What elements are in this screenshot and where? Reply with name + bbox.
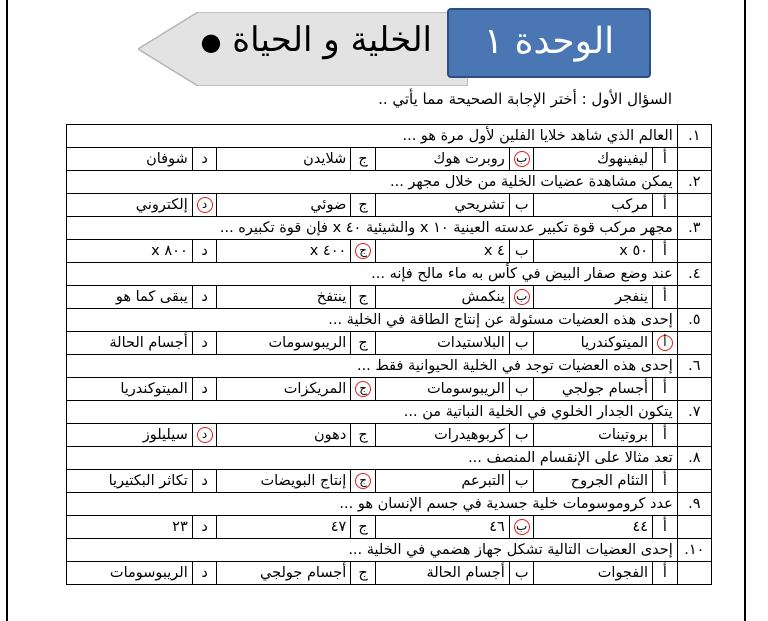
option-text[interactable]: مركب — [534, 194, 653, 217]
question-text: إحدى هذه العضيات توجد في الخلية الحيوانية فقط ... — [67, 355, 678, 378]
option-letter — [351, 240, 376, 263]
options-row — [67, 148, 712, 171]
question-row — [67, 217, 712, 240]
option-text[interactable]: ٤٦ — [375, 516, 509, 539]
selected-answer-circle: د — [197, 197, 213, 213]
spacer-cell — [677, 562, 711, 585]
option-text[interactable]: تكاثر البكتيريا — [67, 470, 193, 493]
unit-title: الخلية و الحياة ● — [200, 20, 432, 60]
selected-answer-circle: ب — [514, 289, 530, 305]
option-text[interactable]: ضوئي — [217, 194, 351, 217]
option-text[interactable]: الريبوسومات — [67, 562, 193, 585]
option-letter: ج — [351, 424, 376, 447]
option-letter: د — [192, 332, 217, 355]
option-text[interactable]: تشريحي — [375, 194, 509, 217]
option-text[interactable]: أجسام جولجي — [534, 378, 653, 401]
question-number: ٣. — [677, 217, 711, 240]
option-letter — [509, 148, 534, 171]
option-text[interactable]: أجسام الحالة — [67, 332, 193, 355]
selected-answer-circle: أ — [657, 335, 673, 351]
options-row — [67, 332, 712, 355]
question-row — [67, 309, 712, 332]
option-letter: ج — [351, 194, 376, 217]
question-number: ١٠. — [677, 539, 711, 562]
option-letter: د — [192, 286, 217, 309]
option-letter: أ — [653, 194, 678, 217]
option-text[interactable]: ينفجر — [534, 286, 653, 309]
selected-answer-circle: ج — [355, 381, 371, 397]
spacer-cell — [677, 424, 711, 447]
option-letter: أ — [653, 516, 678, 539]
option-letter: أ — [653, 286, 678, 309]
spacer-cell — [677, 516, 711, 539]
question-number: ٨. — [677, 447, 711, 470]
option-letter: ب — [509, 332, 534, 355]
option-letter: د — [192, 516, 217, 539]
unit-badge: الوحدة ١ — [447, 8, 651, 78]
question-number: ٤. — [677, 263, 711, 286]
option-letter: أ — [653, 240, 678, 263]
option-letter — [192, 194, 217, 217]
option-letter: ج — [351, 562, 376, 585]
option-text[interactable]: الريبوسومات — [375, 378, 509, 401]
option-letter — [351, 470, 376, 493]
option-text[interactable]: الفجوات — [534, 562, 653, 585]
option-text[interactable]: التبرعم — [375, 470, 509, 493]
question-number: ١. — [677, 125, 711, 148]
options-row — [67, 240, 712, 263]
question-row — [67, 539, 712, 562]
options-row — [67, 378, 712, 401]
question-text: يتكون الجدار الخلوي في الخلية النباتية من ... — [67, 401, 678, 424]
option-letter: ج — [351, 332, 376, 355]
option-text[interactable]: ٤ x — [375, 240, 509, 263]
option-text[interactable]: البلاستيدات — [375, 332, 509, 355]
option-text[interactable]: ٢٣ — [67, 516, 193, 539]
spacer-cell — [677, 286, 711, 309]
option-letter: د — [192, 148, 217, 171]
options-row — [67, 424, 712, 447]
option-text[interactable]: شلايدن — [217, 148, 351, 171]
question-text: عند وضع صفار البيض في كأس به ماء مالح فإنه ... — [67, 263, 678, 286]
option-letter: د — [192, 470, 217, 493]
question-row — [67, 355, 712, 378]
spacer-cell — [677, 332, 711, 355]
bullet-icon: ● — [200, 28, 222, 56]
option-text[interactable]: شوفان — [67, 148, 193, 171]
option-text[interactable]: ليفينهوك — [534, 148, 653, 171]
spacer-cell — [677, 240, 711, 263]
option-text[interactable]: الميتوكندريا — [67, 378, 193, 401]
question-number: ٧. — [677, 401, 711, 424]
question-row — [67, 493, 712, 516]
option-text[interactable]: ٤٠٠ x — [217, 240, 351, 263]
option-text[interactable]: ٥٠ x — [534, 240, 653, 263]
option-letter: أ — [653, 562, 678, 585]
option-text[interactable]: إنتاج البويضات — [217, 470, 351, 493]
question-text: العالم الذي شاهد خلايا الفلين لأول مرة هو ... — [67, 125, 678, 148]
question-heading: السؤال الأول : أختر الإجابة الصحيحة مما يأتي .. — [378, 90, 672, 108]
option-letter: د — [192, 378, 217, 401]
option-letter: ب — [509, 240, 534, 263]
question-number: ٩. — [677, 493, 711, 516]
page-border-left — [6, 0, 8, 621]
question-text: عدد كروموسومات خلية جسدية في جسم الإنسان هو ... — [67, 493, 678, 516]
question-row — [67, 447, 712, 470]
question-text: إحدى العضيات التالية تشكل جهاز هضمي في الخلية ... — [67, 539, 678, 562]
selected-answer-circle: ب — [514, 519, 530, 535]
selected-answer-circle: ج — [355, 473, 371, 489]
question-row — [67, 263, 712, 286]
selected-answer-circle: ج — [355, 243, 371, 259]
option-letter: أ — [653, 470, 678, 493]
spacer-cell — [677, 378, 711, 401]
options-row — [67, 470, 712, 493]
options-row — [67, 286, 712, 309]
question-number: ٦. — [677, 355, 711, 378]
option-text[interactable]: ٨٠٠ x — [67, 240, 193, 263]
option-letter: ج — [351, 148, 376, 171]
question-number: ٥. — [677, 309, 711, 332]
option-letter — [351, 378, 376, 401]
selected-answer-circle: ب — [514, 151, 530, 167]
option-letter: ج — [351, 286, 376, 309]
option-text[interactable]: ينتفخ — [217, 286, 351, 309]
option-letter: ب — [509, 194, 534, 217]
option-letter: ب — [509, 562, 534, 585]
spacer-cell — [677, 194, 711, 217]
option-letter: ب — [509, 378, 534, 401]
option-text[interactable]: روبرت هوك — [375, 148, 509, 171]
question-text: إحدى هذه العضيات مسئولة عن إنتاج الطاقة في الخلية ... — [67, 309, 678, 332]
question-row — [67, 171, 712, 194]
option-letter — [509, 516, 534, 539]
option-text[interactable]: سيليلوز — [67, 424, 193, 447]
option-text[interactable]: ٤٧ — [217, 516, 351, 539]
options-row — [67, 562, 712, 585]
questions-table — [66, 124, 712, 585]
option-text[interactable]: ٤٤ — [534, 516, 653, 539]
option-text[interactable]: الميتوكندريا — [534, 332, 653, 355]
spacer-cell — [677, 470, 711, 493]
option-letter: أ — [653, 424, 678, 447]
question-row — [67, 125, 712, 148]
option-text[interactable]: بروتينات — [534, 424, 653, 447]
option-letter: ب — [509, 424, 534, 447]
question-text: مجهر مركب قوة تكبير عدسته العينية ١٠ x والشيئية ٤٠ x فإن قوة تكبيره ... — [67, 217, 678, 240]
option-text[interactable]: المريكزات — [217, 378, 351, 401]
selected-answer-circle: د — [197, 427, 213, 443]
option-letter: أ — [653, 148, 678, 171]
option-letter: د — [192, 562, 217, 585]
question-row — [67, 401, 712, 424]
option-text[interactable]: يبقى كما هو — [67, 286, 193, 309]
question-number: ٢. — [677, 171, 711, 194]
option-text[interactable]: ينكمش — [375, 286, 509, 309]
options-row — [67, 516, 712, 539]
page-border-right — [744, 0, 746, 621]
option-letter: أ — [653, 378, 678, 401]
option-letter — [192, 424, 217, 447]
option-letter — [509, 286, 534, 309]
spacer-cell — [677, 148, 711, 171]
option-letter: ج — [351, 516, 376, 539]
option-text[interactable]: إلكتروني — [67, 194, 193, 217]
option-text[interactable]: أجسام جولجي — [217, 562, 351, 585]
option-letter — [653, 332, 678, 355]
question-text: تعد مثالا على الإنقسام المنصف ... — [67, 447, 678, 470]
option-text[interactable]: الريبوسومات — [217, 332, 351, 355]
option-letter: ب — [509, 470, 534, 493]
question-text: يمكن مشاهدة عضيات الخلية من خلال مجهر ... — [67, 171, 678, 194]
option-letter: د — [192, 240, 217, 263]
option-text[interactable]: أجسام الحالة — [375, 562, 509, 585]
option-text[interactable]: دهون — [217, 424, 351, 447]
options-row — [67, 194, 712, 217]
option-text[interactable]: التئام الجروح — [534, 470, 653, 493]
option-text[interactable]: كربوهيدرات — [375, 424, 509, 447]
